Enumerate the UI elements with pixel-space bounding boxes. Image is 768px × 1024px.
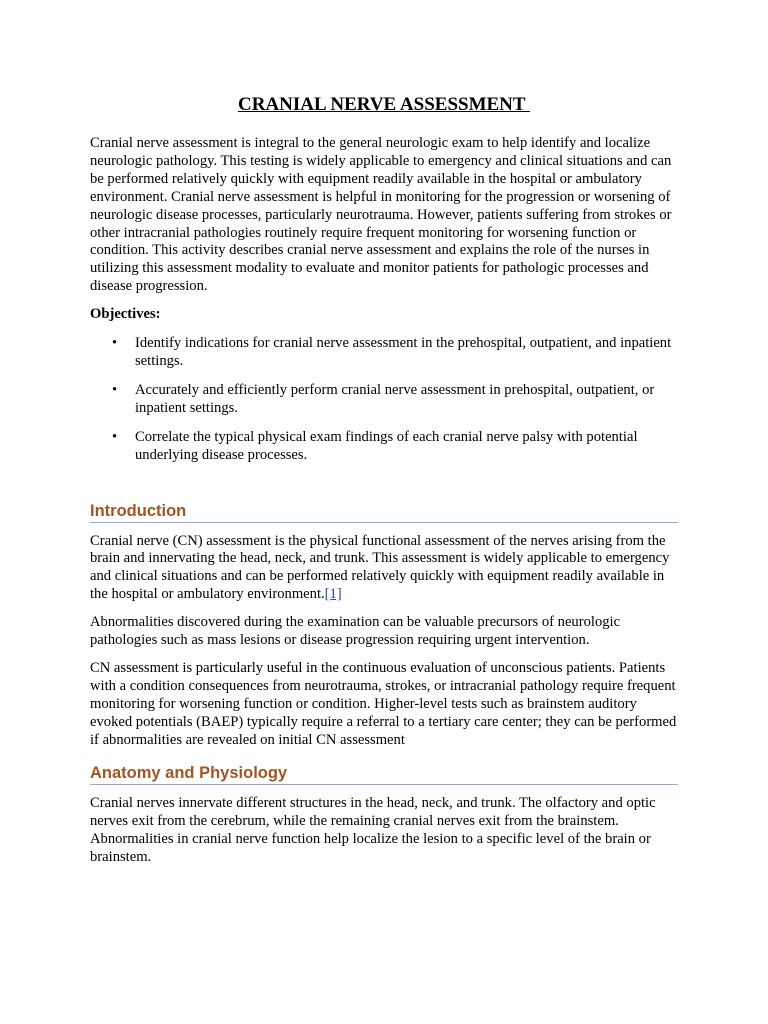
objective-item bbox=[90, 382, 678, 418]
introduction-paragraph-3: CN assessment is particularly useful in the continuous evaluation of unconscious patients. Patients with a condition consequences from neurotrauma, strokes, or intracranial pathology require frequent monitoring for worsening function or condition. Higher-level tests such as brainstem auditory evoked potentials (BAEP) typically require a referral to a tertiary care center; they can be performed if abnormalities are revealed on initial CN assessment bbox=[90, 659, 677, 748]
objective-text: Accurately and efficiently perform cranial nerve assessment in prehospital, outpatient, or inpatient settings. bbox=[135, 381, 655, 416]
introduction-paragraph-1 bbox=[90, 533, 678, 605]
objectives-list bbox=[90, 335, 678, 464]
anatomy-paragraph-1: Cranial nerves innervate different structures in the head, neck, and trunk. The olfactory and optic nerves exit from the cerebrum, while the remaining cranial nerves exit from the brainstem. Abnormalities in cranial nerve function help localize the lesion to a specific level of the brain or brainstem. bbox=[90, 795, 656, 866]
bullet-icon: • bbox=[112, 381, 118, 398]
reference-link-1[interactable]: [1] bbox=[324, 586, 342, 603]
objective-item bbox=[90, 429, 678, 465]
objective-text: Identify indications for cranial nerve assessment in the prehospital, outpatient, and inpatient settings. bbox=[135, 335, 672, 369]
introduction-paragraph-1-text: Cranial nerve (CN) assessment is the physical functional assessment of the nerves arising from the brain and innervating the head, neck, and trunk. This assessment is widely applicable to emergency and clinical situations and can be performed relatively quickly with equipment readily available in the hospital or ambulatory environment. bbox=[90, 532, 670, 603]
bullet-icon: • bbox=[112, 428, 118, 445]
introduction-paragraph-2: Abnormalities discovered during the examination can be valuable precursors of neurologic pathologies such as mass lesions or disease progression requiring urgent intervention. bbox=[90, 614, 621, 649]
bullet-icon: • bbox=[112, 335, 118, 352]
document-body bbox=[90, 94, 678, 877]
intro-paragraph: Cranial nerve assessment is integral to the general neurologic exam to help identify and localize neurologic pathology. This testing is widely applicable to emergency and clinical situations and can be performed relatively quickly with equipment readily available in the hospital or ambulatory environment. Cranial nerve assessment is helpful in monitoring for the progression or worsening of neurologic disease processes, particularly neurotrauma. However, patients suffering from strokes or other intracranial pathologies routinely require frequent monitoring for worsening function or condition. This activity describes cranial nerve assessment and explains the role of the nurses in utilizing this assessment modality to evaluate and monitor patients for pathologic processes and disease progression. bbox=[90, 135, 672, 295]
objectives-label: Objectives: bbox=[90, 306, 161, 323]
document-title: CRANIAL NERVE ASSESSMENT bbox=[238, 94, 530, 115]
anatomy-heading: Anatomy and Physiology bbox=[90, 763, 678, 785]
objective-item bbox=[90, 335, 678, 371]
introduction-heading: Introduction bbox=[90, 501, 678, 523]
objective-text: Correlate the typical physical exam findings of each cranial nerve palsy with potential underlying disease processes. bbox=[135, 428, 638, 463]
